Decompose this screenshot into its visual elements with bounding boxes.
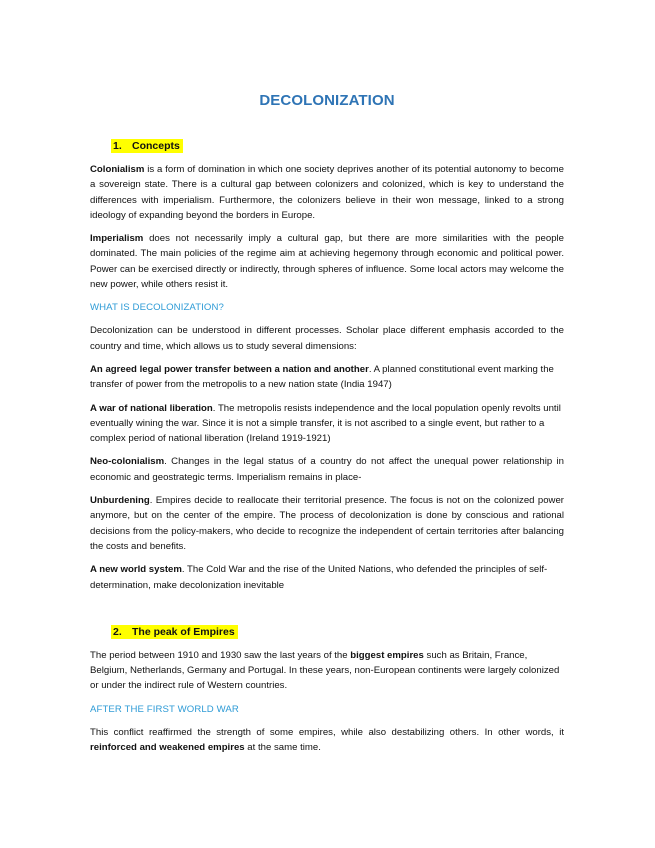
paragraph-text: . Changes in the legal status of a country do not affect the unequal power relationship in economic and geostrategic terms. Imperialism remains in place- xyxy=(90,456,564,483)
section-spacer xyxy=(90,601,564,625)
heading-highlight xyxy=(111,139,183,153)
paragraph-unburdening xyxy=(90,493,564,554)
term-national-liberation: A war of national liberation xyxy=(90,402,213,414)
paragraph-period xyxy=(90,648,564,694)
section-number: 2. xyxy=(113,625,122,638)
paragraph-neo-colonialism xyxy=(90,454,564,485)
section-number: 1. xyxy=(113,140,122,152)
document-content xyxy=(90,92,564,763)
term-unburdening: Unburdening xyxy=(90,495,150,507)
paragraph-text: . Empires decide to reallocate their territorial presence. The focus is not on the colonized power anymore, but on the center of the empire. The process of decolonization is done by conscious and rational decisions from the policy-makers, who decide to recognize the independent of certain territories after balancing the costs and benefits. xyxy=(90,495,564,552)
paragraph-text: . The metropolis resists independence and the local population openly revolts until eventually wining the war. Since it is not a simple transfer, it is not ascribed to a single event, but rather to a complex period of national liberation (Ireland 1919-1921) xyxy=(90,402,561,445)
term-imperialism: Imperialism xyxy=(90,233,144,245)
paragraph-agreed-transfer xyxy=(90,362,564,393)
subheading-what-is-decolonization: WHAT IS DECOLONIZATION? xyxy=(90,302,224,314)
heading-highlight xyxy=(111,625,238,639)
term-neo-colonialism: Neo-colonialism xyxy=(90,456,165,468)
paragraph-imperialism xyxy=(90,231,564,292)
paragraph-decolonization-intro: Decolonization can be understood in different processes. Scholar place different emphasis accorded to the country and time, which allows us to study several dimensions: xyxy=(90,325,564,352)
paragraph-national-liberation xyxy=(90,401,564,447)
section-heading-peak-of-empires xyxy=(111,625,564,639)
paragraph-text: The period between 1910 and 1930 saw the last years of the xyxy=(90,649,351,661)
paragraph-text: . The Cold War and the rise of the United Nations, who defended the principles of self-determination, make decolonization inevitable xyxy=(90,564,548,591)
section-heading-concepts xyxy=(111,139,564,153)
term-new-world-system: A new world system xyxy=(90,564,182,576)
paragraph-text: This conflict reaffirmed the strength of some empires, while also destabilizing others. In other words, it xyxy=(90,726,564,738)
paragraph-text: such as Britain, France, Belgium, Netherlands, Germany and Portugal. In these years, non-European continents were largely colonized or under the indirect rule of Western countries. xyxy=(90,649,560,692)
section-title: The peak of Empires xyxy=(132,625,235,638)
term-reinforced-weakened: reinforced and weakened empires xyxy=(90,742,245,754)
term-biggest-empires: biggest empires xyxy=(350,649,424,661)
paragraph-colonialism xyxy=(90,162,564,223)
paragraph-text: . A planned constitutional event marking the transfer of power from the metropolis to a new nation state (India 1947) xyxy=(90,363,554,391)
term-colonialism: Colonialism xyxy=(90,164,145,175)
term-agreed-transfer: An agreed legal power transfer between a nation and another xyxy=(90,363,369,375)
section-title: Concepts xyxy=(132,140,180,152)
paragraph-text: at the same time. xyxy=(244,742,321,754)
subheading-after-first-world-war: AFTER THE FIRST WORLD WAR xyxy=(90,703,239,715)
paragraph-conflict xyxy=(90,725,564,756)
document-title: DECOLONIZATION xyxy=(259,92,395,109)
paragraph-text: is a form of domination in which one society deprives another of its potential autonomy to become a sovereign state. There is a cultural gap between colonizers and colonized, which is key to understand the differences with imperialism. Furthermore, the colonizers believe in their won message, linked to a strong ideology of expanding beyond the borders in Europe. xyxy=(90,164,564,221)
paragraph-text: does not necessarily imply a cultural gap, but there are more similarities with the people dominated. The main policies of the regime aim at achieving hegemony through economic and political power. Power can be exercised directly or indirectly, through spheres of influence. Some local actors may welcome the new power, while others resist it. xyxy=(90,233,564,291)
paragraph-new-world-system xyxy=(90,562,564,593)
